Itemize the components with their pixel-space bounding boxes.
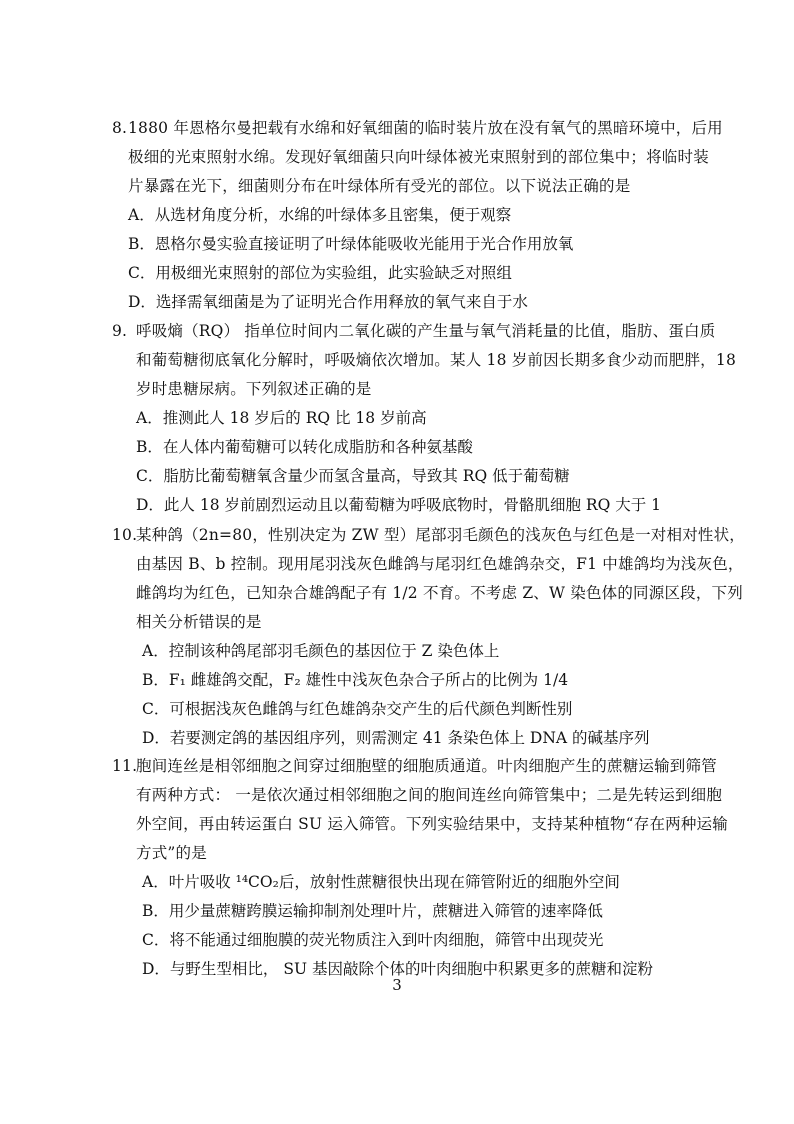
option-b: B．恩格尔曼实验直接证明了叶绿体能吸收光能用于光合作用放氧 xyxy=(128,235,574,253)
question-stem-line: 某种鸽（2n=80，性别决定为 ZW 型）尾部羽毛颜色的浅灰色与红色是一对相对性状， xyxy=(136,526,746,544)
option-b: B．F₁ 雌雄鸽交配，F₂ 雄性中浅灰色杂合子所占的比例为 1/4 xyxy=(142,671,569,689)
question-stem-line: 呼吸熵（RQ） 指单位时间内二氧化碳的产生量与氧气消耗量的比值，脂肪、蛋白质 xyxy=(136,322,716,340)
question-stem-line: 雌鸽均为红色，已知杂合雄鸽配子有 1/2 不育。不考虑 Z、W 染色体的同源区段，下列 xyxy=(136,584,743,602)
page-number: 3 xyxy=(392,976,402,994)
option-b: B．用少量蔗糖跨膜运输抑制剂处理叶片，蔗糖进入筛管的速率降低 xyxy=(142,902,603,920)
option-c: C．将不能通过细胞膜的荧光物质注入到叶肉细胞，筛管中出现荧光 xyxy=(142,931,604,949)
option-a: A．叶片吸收 ¹⁴CO₂后，放射性蔗糖很快出现在筛管附近的细胞外空间 xyxy=(142,873,620,891)
option-d: D．选择需氧细菌是为了证明光合作用释放的氧气来自于水 xyxy=(128,293,528,311)
question-number: 9. xyxy=(112,322,128,340)
question-stem-line: 胞间连丝是相邻细胞之间穿过细胞壁的细胞质通道。叶肉细胞产生的蔗糖运输到筛管 xyxy=(136,757,717,775)
option-c: C．脂肪比葡萄糖氧含量少而氢含量高，导致其 RQ 低于葡萄糖 xyxy=(136,467,570,485)
question-stem-line: 方式”的是 xyxy=(136,844,207,862)
question-stem-line: 极细的光束照射水绵。发现好氧细菌只向叶绿体被光束照射到的部位集中；将临时装 xyxy=(128,148,709,166)
question-stem-line: 岁时患糖尿病。下列叙述正确的是 xyxy=(136,380,372,398)
question-stem-line: 相关分析错误的是 xyxy=(136,613,262,631)
question-stem-line: 和葡萄糖彻底氧化分解时，呼吸熵依次增加。某人 18 岁前因长期多食少动而肥胖，18 xyxy=(136,351,737,369)
option-a: A．推测此人 18 岁后的 RQ 比 18 岁前高 xyxy=(136,409,427,427)
option-c: C．可根据浅灰色雌鸽与红色雄鸽杂交产生的后代颜色判断性别 xyxy=(142,700,573,718)
question-stem-line: 1880 年恩格尔曼把载有水绵和好氧细菌的临时装片放在没有氧气的黑暗环境中，后用 xyxy=(128,119,723,137)
question-number: 8. xyxy=(112,119,128,137)
question-number: 11. xyxy=(112,757,138,775)
option-d: D．与野生型相比， SU 基因敲除个体的叶肉细胞中积累更多的蔗糖和淀粉 xyxy=(142,960,653,978)
option-a: A．从选材角度分析，水绵的叶绿体多且密集，便于观察 xyxy=(128,206,512,224)
question-number: 10. xyxy=(112,526,138,544)
option-d: D．此人 18 岁前剧烈运动且以葡萄糖为呼吸底物时，骨骼肌细胞 RQ 大于 1 xyxy=(136,496,662,514)
option-c: C．用极细光束照射的部位为实验组，此实验缺乏对照组 xyxy=(128,264,512,282)
option-b: B．在人体内葡萄糖可以转化成脂肪和各种氨基酸 xyxy=(136,438,473,456)
question-stem-line: 由基因 B、b 控制。现用尾羽浅灰色雌鸽与尾羽红色雄鸽杂交，F1 中雄鸽均为浅灰色， xyxy=(136,555,744,573)
option-d: D．若要测定鸽的基因组序列，则需测定 41 条染色体上 DNA 的碱基序列 xyxy=(142,729,650,747)
question-stem-line: 片暴露在光下，细菌则分布在叶绿体所有受光的部位。以下说法正确的是 xyxy=(128,177,631,195)
question-stem-line: 外空间，再由转运蛋白 SU 运入筛管。下列实验结果中，支持某种植物“存在两种运输 xyxy=(136,815,728,833)
question-stem-line: 有两种方式： 一是依次通过相邻细胞之间的胞间连丝向筛管集中；二是先转运到细胞 xyxy=(136,786,723,804)
option-a: A．控制该种鸽尾部羽毛颜色的基因位于 Z 染色体上 xyxy=(142,642,500,660)
